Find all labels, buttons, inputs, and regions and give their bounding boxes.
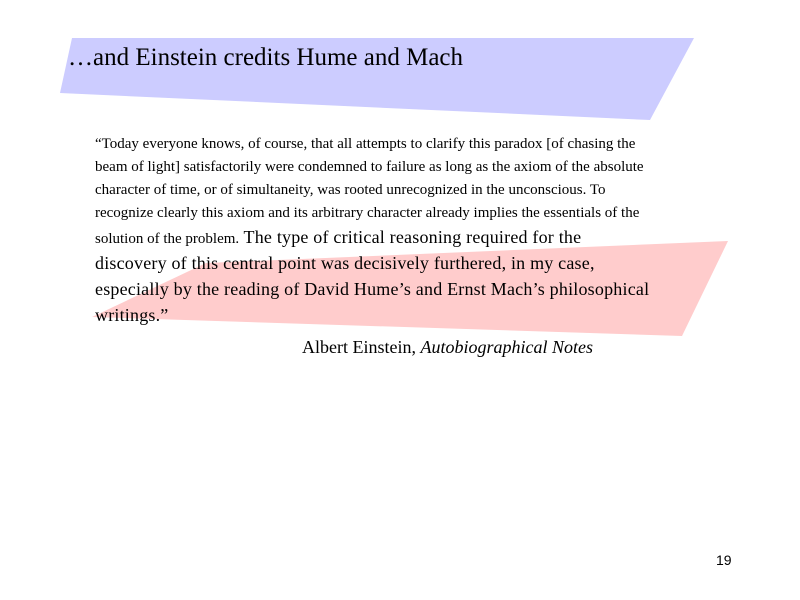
attribution-work: Autobiographical Notes	[420, 337, 593, 357]
slide-title: …and Einstein credits Hume and Mach	[68, 44, 464, 71]
einstein-quote	[95, 133, 655, 329]
quote-attribution	[302, 335, 593, 359]
quote-part-paradox: “Today everyone knows, of course, that all attempts to clarify this paradox [of chasing the beam of light] satisfactorily were condemned to failure as long as the axiom of the absolute character of time, or of simultaneity, was rooted unrecognized in the unconscious. To recognize clearly this axiom and its arbitrary character already implies the essentials of the solution of the problem.	[95, 136, 644, 247]
quote-part-hume-mach: The type of critical reasoning required for the discovery of this central point was decisively furthered, in my case, especially by the reading of David Hume’s and Ernst Mach’s philosophical writings.”	[95, 227, 650, 325]
page-number: 19	[716, 552, 732, 568]
attribution-author: Albert Einstein,	[302, 337, 421, 357]
